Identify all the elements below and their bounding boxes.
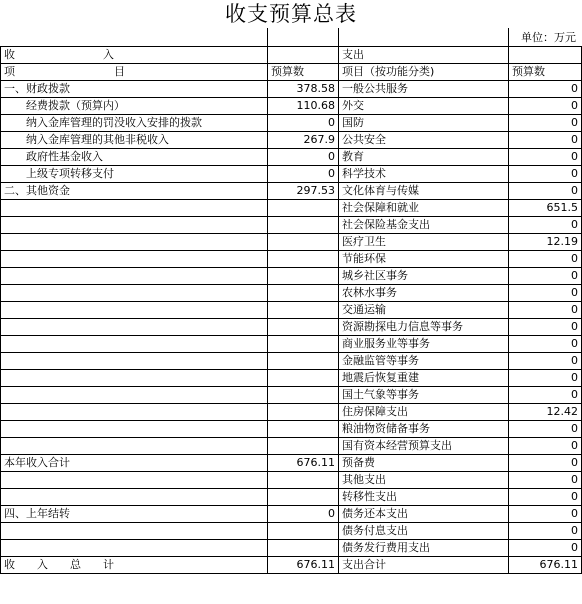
table-row [1, 217, 582, 234]
income-item-cell [1, 302, 268, 319]
expense-budget-cell: 0 [509, 489, 582, 506]
expense-budget-cell: 0 [509, 319, 582, 336]
expense-item-cell: 债务发行费用支出 [339, 540, 509, 557]
expense-budget-cell: 651.5 [509, 200, 582, 217]
expense-item-cell: 其他支出 [339, 472, 509, 489]
expense-item-cell: 农林水事务 [339, 285, 509, 302]
income-budget-cell: 0 [268, 149, 339, 166]
expense-item-cell: 社会保障和就业 [339, 200, 509, 217]
income-item-cell [1, 285, 268, 302]
empty-cell [509, 47, 582, 64]
income-budget-cell [268, 285, 339, 302]
divider [338, 28, 339, 46]
income-item-cell [1, 268, 268, 285]
expense-budget-cell: 0 [509, 506, 582, 523]
expense-budget-cell: 0 [509, 166, 582, 183]
income-budget-cell [268, 438, 339, 455]
header-column-row [1, 64, 582, 81]
column-header-budget: 预算数 [509, 64, 582, 81]
expense-budget-cell: 0 [509, 98, 582, 115]
column-header-budget: 预算数 [268, 64, 339, 81]
expense-item-cell: 转移性支出 [339, 489, 509, 506]
expense-item-cell: 城乡社区事务 [339, 268, 509, 285]
income-budget-cell: 267.9 [268, 132, 339, 149]
income-item-cell: 纳入金库管理的其他非税收入 [1, 132, 268, 149]
income-item-cell [1, 217, 268, 234]
expense-item-cell: 文化体育与传媒 [339, 183, 509, 200]
income-budget-cell [268, 302, 339, 319]
table-row [1, 523, 582, 540]
table-row [1, 404, 582, 421]
unit-row [0, 28, 582, 46]
column-header-item: 项 目 [1, 64, 268, 81]
income-item-cell [1, 353, 268, 370]
expense-item-cell: 国防 [339, 115, 509, 132]
expense-budget-cell: 0 [509, 149, 582, 166]
table-row [1, 81, 582, 98]
income-budget-cell [268, 336, 339, 353]
income-budget-cell [268, 217, 339, 234]
expense-budget-cell: 676.11 [509, 557, 582, 574]
expense-budget-cell: 0 [509, 132, 582, 149]
table-row [1, 98, 582, 115]
income-budget-cell: 0 [268, 115, 339, 132]
expense-item-cell: 交通运输 [339, 302, 509, 319]
expense-item-cell: 商业服务业等事务 [339, 336, 509, 353]
expense-item-cell: 地震后恢复重建 [339, 370, 509, 387]
income-budget-cell [268, 404, 339, 421]
table-row [1, 489, 582, 506]
income-budget-cell [268, 200, 339, 217]
income-item-cell: 本年收入合计 [1, 455, 268, 472]
income-item-cell [1, 387, 268, 404]
income-item-cell [1, 438, 268, 455]
income-item-cell: 二、其他资金 [1, 183, 268, 200]
income-item-cell [1, 523, 268, 540]
expense-budget-cell: 0 [509, 251, 582, 268]
expense-budget-cell: 0 [509, 472, 582, 489]
income-budget-cell [268, 540, 339, 557]
expense-item-cell: 资源勘探电力信息等事务 [339, 319, 509, 336]
table-row [1, 438, 582, 455]
expense-budget-cell: 0 [509, 523, 582, 540]
expense-group-header: 支出 [339, 47, 509, 64]
expense-budget-cell: 0 [509, 421, 582, 438]
table-row [1, 455, 582, 472]
income-item-cell: 收 入 总 计 [1, 557, 268, 574]
table-row [1, 540, 582, 557]
table-row [1, 234, 582, 251]
income-budget-cell: 110.68 [268, 98, 339, 115]
expense-item-cell: 支出合计 [339, 557, 509, 574]
income-budget-cell [268, 489, 339, 506]
income-item-cell [1, 489, 268, 506]
table-row [1, 285, 582, 302]
expense-item-cell: 科学技术 [339, 166, 509, 183]
income-item-cell [1, 370, 268, 387]
table-row [1, 132, 582, 149]
table-row [1, 370, 582, 387]
table-row [1, 268, 582, 285]
expense-budget-cell: 0 [509, 336, 582, 353]
expense-item-cell: 债务还本支出 [339, 506, 509, 523]
expense-item-cell: 教育 [339, 149, 509, 166]
expense-item-cell: 预备费 [339, 455, 509, 472]
income-item-cell [1, 336, 268, 353]
table-row [1, 166, 582, 183]
expense-item-cell: 债务付息支出 [339, 523, 509, 540]
table-row [1, 472, 582, 489]
table-title: 收支预算总表 [225, 2, 357, 26]
expense-item-cell: 金融监管等事务 [339, 353, 509, 370]
table-row [1, 115, 582, 132]
expense-item-cell: 医疗卫生 [339, 234, 509, 251]
expense-item-cell: 公共安全 [339, 132, 509, 149]
income-item-cell: 政府性基金收入 [1, 149, 268, 166]
table-row [1, 319, 582, 336]
table-row [1, 200, 582, 217]
table-row [1, 251, 582, 268]
expense-budget-cell: 0 [509, 438, 582, 455]
income-item-cell: 纳入金库管理的罚没收入安排的拨款 [1, 115, 268, 132]
income-budget-cell [268, 370, 339, 387]
income-item-cell [1, 472, 268, 489]
expense-budget-cell: 0 [509, 302, 582, 319]
income-item-cell [1, 200, 268, 217]
income-item-cell [1, 234, 268, 251]
income-budget-cell [268, 319, 339, 336]
expense-item-cell: 住房保障支出 [339, 404, 509, 421]
income-group-header: 收 入 [1, 47, 268, 64]
expense-budget-cell: 0 [509, 540, 582, 557]
income-item-cell [1, 319, 268, 336]
expense-budget-cell: 12.42 [509, 404, 582, 421]
expense-item-cell: 粮油物资储备事务 [339, 421, 509, 438]
table-row [1, 302, 582, 319]
table-row [1, 183, 582, 200]
income-item-cell: 四、上年结转 [1, 506, 268, 523]
income-budget-cell [268, 472, 339, 489]
expense-item-cell: 国土气象等事务 [339, 387, 509, 404]
income-item-cell: 经费拨款（预算内） [1, 98, 268, 115]
income-budget-cell: 378.58 [268, 81, 339, 98]
income-budget-cell: 676.11 [268, 557, 339, 574]
divider [267, 28, 268, 46]
table-row [1, 149, 582, 166]
expense-budget-cell: 0 [509, 183, 582, 200]
income-budget-cell: 297.53 [268, 183, 339, 200]
expense-budget-cell: 0 [509, 353, 582, 370]
empty-cell [268, 47, 339, 64]
table-row [1, 421, 582, 438]
income-budget-cell [268, 421, 339, 438]
expense-budget-cell: 0 [509, 217, 582, 234]
table-row [1, 506, 582, 523]
column-header-item-function: 项目（按功能分类) [339, 64, 509, 81]
budget-table [0, 46, 582, 574]
income-budget-cell [268, 523, 339, 540]
expense-item-cell: 节能环保 [339, 251, 509, 268]
expense-budget-cell: 0 [509, 115, 582, 132]
expense-item-cell: 社会保险基金支出 [339, 217, 509, 234]
expense-budget-cell: 0 [509, 370, 582, 387]
income-budget-cell: 0 [268, 506, 339, 523]
income-budget-cell [268, 234, 339, 251]
table-row [1, 353, 582, 370]
income-budget-cell [268, 251, 339, 268]
income-budget-cell [268, 353, 339, 370]
income-item-cell [1, 421, 268, 438]
income-item-cell [1, 251, 268, 268]
table-row [1, 387, 582, 404]
income-budget-cell [268, 387, 339, 404]
table-row [1, 336, 582, 353]
expense-budget-cell: 12.19 [509, 234, 582, 251]
divider [508, 28, 509, 46]
unit-label: 单位：万元 [521, 31, 576, 44]
expense-budget-cell: 0 [509, 285, 582, 302]
expense-item-cell: 外交 [339, 98, 509, 115]
expense-item-cell: 国有资本经营预算支出 [339, 438, 509, 455]
expense-budget-cell: 0 [509, 455, 582, 472]
income-item-cell: 一、财政拨款 [1, 81, 268, 98]
expense-budget-cell: 0 [509, 81, 582, 98]
header-group-row [1, 47, 582, 64]
expense-item-cell: 一般公共服务 [339, 81, 509, 98]
income-item-cell: 上级专项转移支付 [1, 166, 268, 183]
expense-budget-cell: 0 [509, 387, 582, 404]
income-item-cell [1, 540, 268, 557]
income-budget-cell [268, 268, 339, 285]
income-item-cell [1, 404, 268, 421]
expense-budget-cell: 0 [509, 268, 582, 285]
income-budget-cell: 0 [268, 166, 339, 183]
table-row [1, 557, 582, 574]
income-budget-cell: 676.11 [268, 455, 339, 472]
